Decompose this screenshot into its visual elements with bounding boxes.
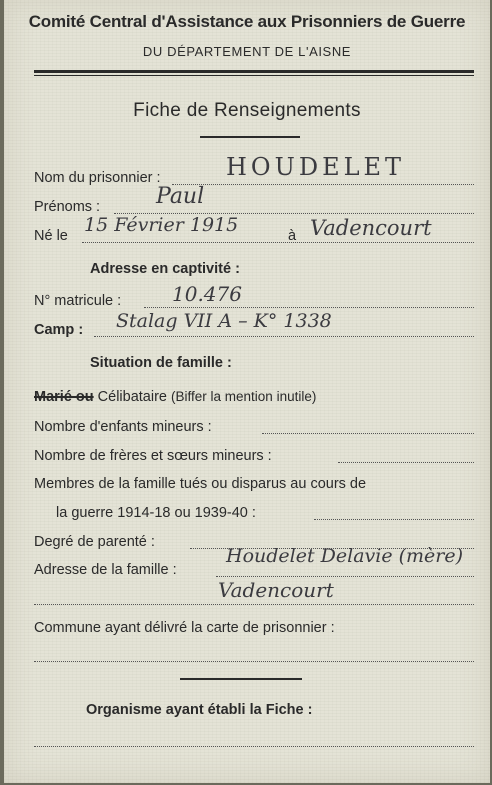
adresse-value-line1: Houdelet Delavie (mère) [226,545,464,567]
adresse-value-line2: Vadencourt [218,578,334,602]
freres-label: Nombre de frères et sœurs mineurs : [34,448,272,464]
matricule-value: 10.476 [172,282,242,306]
membres-label-line2: la guerre 1914-18 ou 1939-40 : [56,505,256,521]
ne-date-value: 15 Février 1915 [84,214,239,236]
matricule-dotted-line [144,307,474,308]
organization-header: Comité Central d'Assistance aux Prisonniers de Guerre [28,12,466,31]
nom-value: HOUDELET [226,153,406,181]
nom-label: Nom du prisonnier : [34,170,161,186]
membres-dotted-line [314,519,474,520]
title-underline [200,136,300,138]
ne-a-label: à [288,228,297,244]
captivite-heading: Adresse en captivité : [90,261,240,277]
prenoms-label: Prénoms : [34,199,101,215]
famille-heading: Situation de famille : [90,355,232,371]
adresse-label: Adresse de la famille : [34,562,177,578]
nom-dotted-line [172,184,474,185]
camp-label: Camp : [34,322,84,338]
matricule-label: N° matricule : [34,293,122,309]
adresse-dotted-line-2 [34,604,474,605]
organisme-heading: Organisme ayant établi la Fiche : [86,702,313,718]
form-title: Fiche de Renseignements [133,100,361,121]
freres-dotted-line [338,462,474,463]
enfants-label: Nombre d'enfants mineurs : [34,419,212,435]
camp-dotted-line [94,336,474,337]
department-header: DU DÉPARTEMENT DE L'AISNE [142,44,352,59]
membres-label-line1: Membres de la famille tués ou disparus au cours de [34,476,367,492]
adresse-dotted-line [216,576,474,577]
biffer-note: (Biffer la mention inutile) [171,389,317,404]
ne-dotted-line [82,242,474,243]
marital-status-line [34,389,316,405]
celibataire-label: Célibataire [97,389,167,405]
camp-value: Stalag VII A – K° 1338 [116,310,332,332]
commune-label: Commune ayant délivré la carte de prisonnier : [34,620,335,636]
prisoner-info-card [4,0,490,783]
prenoms-value: Paul [156,184,205,209]
organisme-dotted-line [34,746,474,747]
ne-place-value: Vadencourt [310,216,432,240]
section-divider [180,678,302,680]
marie-label: Marié ou [34,389,94,405]
header-divider-thick [34,70,474,73]
enfants-dotted-line [262,433,474,434]
ne-label: Né le [34,228,68,244]
degre-label: Degré de parenté : [34,534,155,550]
commune-dotted-line [34,661,474,662]
header-divider-thin [34,75,474,76]
